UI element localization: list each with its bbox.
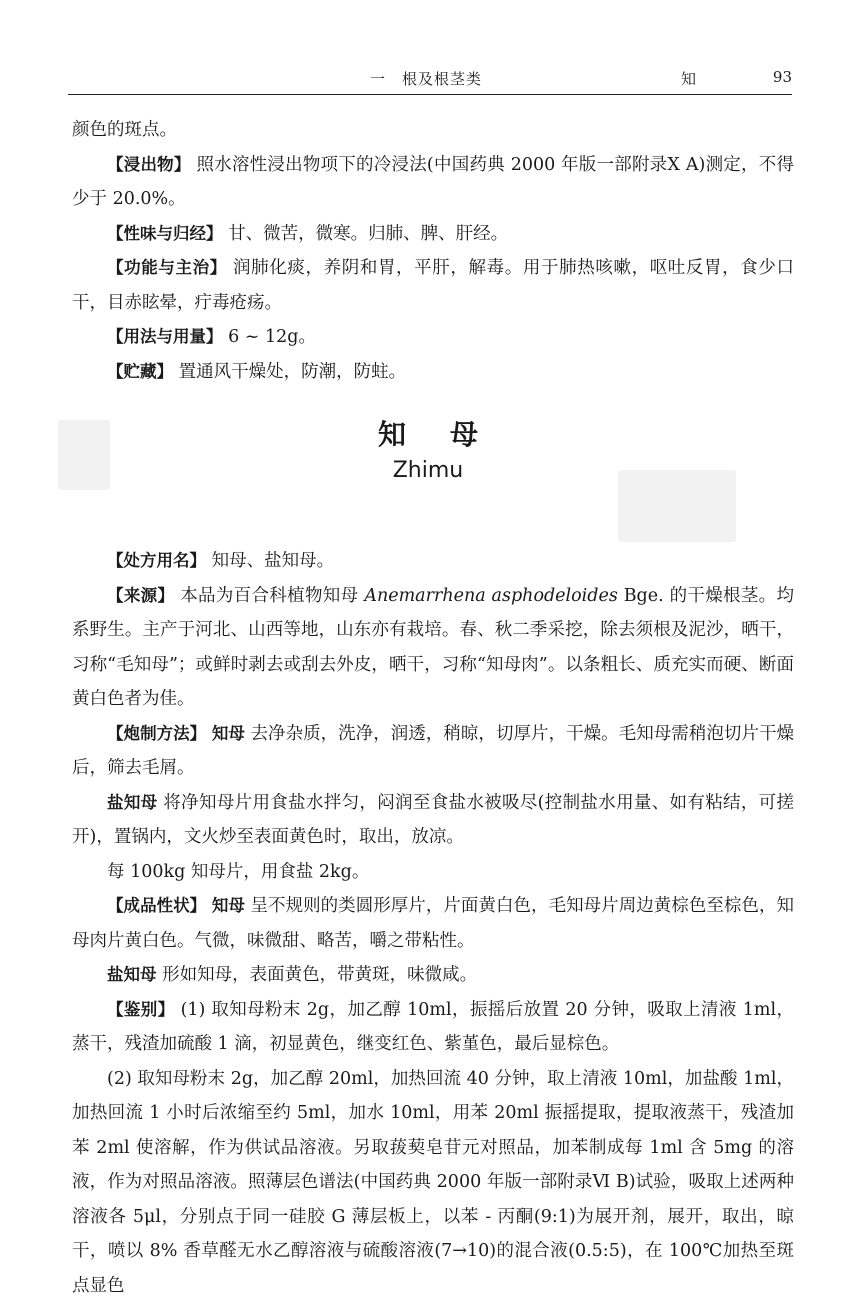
- identification-text-1: (1) 取知母粉末 2g，加乙醇 10ml，振摇后放置 20 分钟，吸取上清液 1ml，蒸干，残渣加硫酸 1 滴，初显黄色，继变红色、紫堇色，最后显棕色。: [72, 1000, 794, 1055]
- flavor-section: [72, 217, 794, 252]
- product-salt-section: [72, 958, 794, 993]
- dosage-label: 【用法与用量】: [107, 327, 223, 346]
- source-latin-name: Anemarrhena asphodeloides: [364, 586, 618, 606]
- leaching-section: [72, 148, 794, 217]
- processing-text-zhimu: 去净杂质，洗净，润透，稍晾，切厚片，干燥。毛知母需稍泡切片干燥后，筛去毛屑。: [72, 724, 794, 779]
- rx-names-section: [72, 544, 794, 579]
- identification-label: 【鉴别】: [107, 1000, 175, 1019]
- storage-label: 【贮藏】: [107, 362, 173, 381]
- product-text-zhimu: 呈不规则的类圆形厚片，片面黄白色，毛知母片周边黄棕色至棕色，知母肉片黄白色。气微，味微甜、略苦，嚼之带粘性。: [72, 896, 794, 951]
- product-sub-zhimu: 知母: [212, 896, 245, 915]
- entry-title-chinese: 知母: [0, 413, 856, 453]
- source-label: 【来源】: [107, 586, 174, 605]
- function-label: 【功能与主治】: [107, 258, 227, 277]
- product-section: [72, 889, 794, 958]
- dosage-text: 6 ~ 12g。: [228, 327, 316, 347]
- storage-text: 置通风干燥处，防潮，防蛀。: [179, 362, 407, 382]
- product-text-yanzhimu: 形如知母，表面黄色，带黄斑，味微咸。: [162, 965, 477, 985]
- entry-title-pinyin: Zhimu: [0, 458, 856, 483]
- product-label: 【成品性状】: [107, 896, 206, 915]
- identification-paragraph-2: (2) 取知母粉末 2g，加乙醇 20ml，加热回流 40 分钟，取上清液 10ml，加盐酸 1ml，加热回流 1 小时后浓缩至约 5ml，加水 10ml，用苯 20ml 振摇提取，提取液蒸干，残渣加苯 2ml 使溶解，作为供试品溶液。另取菝葜皂苷元对照品，加苯制成每 1ml 含 5mg 的溶液，作为对照品溶液。照薄层色谱法(中国药典 2000 年版一部附录Ⅵ B)试验，吸取上述两种溶液各 5μl，分别点于同一硅胶 G 薄层板上，以苯 - 丙酮(9:1)为展开剂，展开，取出，晾干，喷以 8% 香草醛无水乙醇溶液与硫酸溶液(7→10)的混合液(0.5:5)，在 100℃加热至斑点显色: [72, 1062, 794, 1303]
- processing-text-yanzhimu: 将净知母片用食盐水拌匀，闷润至食盐水被吸尽(控制盐水用量、如有粘结，可搓开)，置锅内，文火炒至表面黄色时，取出，放凉。: [72, 793, 794, 848]
- flavor-label: 【性味与归经】: [107, 224, 223, 243]
- previous-entry-tail: [72, 113, 794, 389]
- page-number: 93: [773, 68, 792, 86]
- continued-line: 颜色的斑点。: [72, 113, 794, 148]
- processing-sub-zhimu: 知母: [212, 724, 245, 743]
- source-text-after: Bge. 的干燥根茎。均系野生。主产于河北、山西等地，山东亦有栽培。春、秋二季采挖，除去须根及泥沙，晒干，习称“毛知母”；或鲜时剥去或刮去外皮，晒干，习称“知母肉”。以条粗长、质充实而硬、断面黄白色者为佳。: [72, 586, 794, 710]
- processing-sub-yanzhimu: 盐知母: [107, 793, 157, 812]
- processing-note: 每 100kg 知母片，用食盐 2kg。: [72, 855, 794, 890]
- header-running-head: 知: [681, 68, 696, 89]
- identification-section: [72, 993, 794, 1062]
- product-sub-yanzhimu: 盐知母: [107, 965, 157, 984]
- dosage-section: [72, 320, 794, 355]
- storage-section: [72, 355, 794, 390]
- rx-names-label: 【处方用名】: [107, 551, 206, 570]
- function-text: 润肺化痰，养阴和胃，平肝，解毒。用于肺热咳嗽，呕吐反胃，食少口干，目赤眩晕，疔毒疮疡。: [72, 258, 794, 313]
- running-header: [68, 64, 792, 95]
- leaching-text: 照水溶性浸出物项下的冷浸法(中国药典 2000 年版一部附录Ⅹ A)测定，不得少于 20.0%。: [72, 155, 794, 210]
- source-text-before: 本品为百合科植物知母: [180, 586, 364, 606]
- processing-section: [72, 717, 794, 786]
- function-section: [72, 251, 794, 320]
- main-entry-body: [72, 544, 794, 1303]
- leaching-label: 【浸出物】: [107, 155, 191, 174]
- processing-salt-section: [72, 786, 794, 855]
- header-section-title: 一 根及根茎类: [370, 68, 482, 89]
- rx-names-text: 知母、盐知母。: [212, 551, 335, 571]
- source-section: [72, 579, 794, 717]
- processing-label: 【炮制方法】: [107, 724, 206, 743]
- flavor-text: 甘、微苦，微寒。归肺、脾、肝经。: [228, 224, 508, 244]
